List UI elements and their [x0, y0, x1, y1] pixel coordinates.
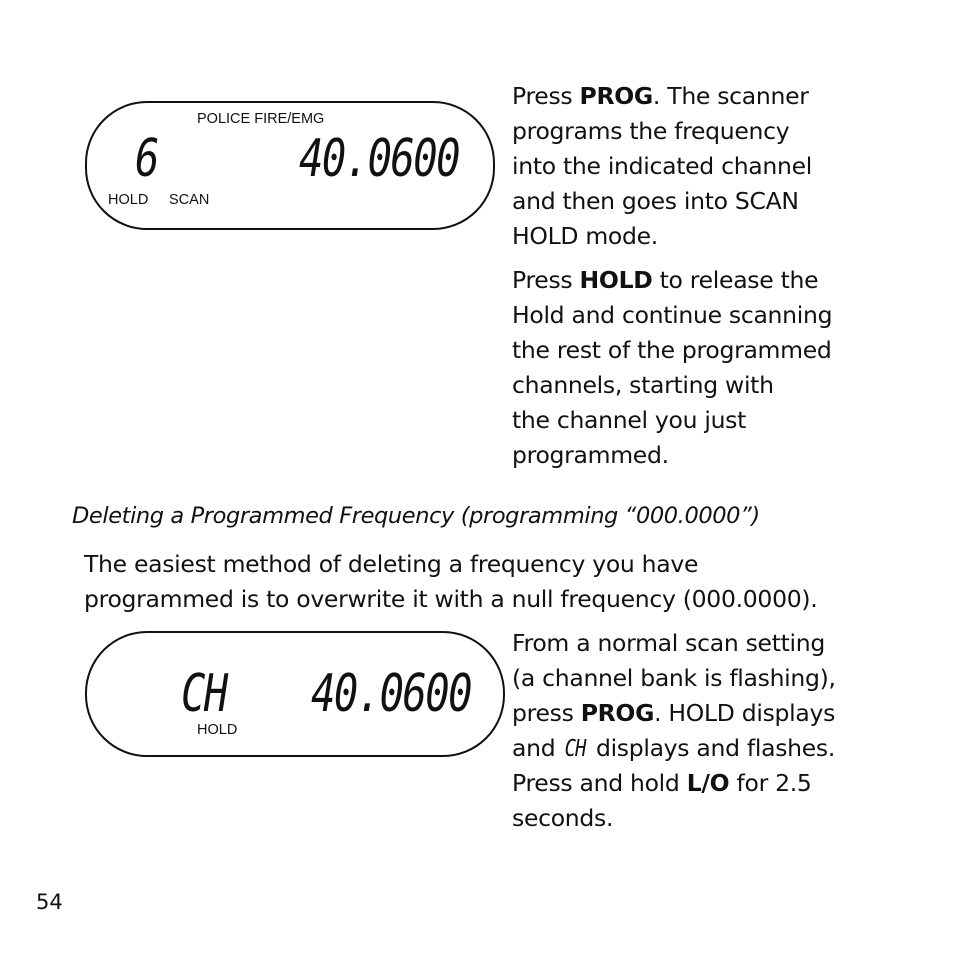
hold-indicator: HOLD: [108, 192, 149, 208]
lcd-display-program: [85, 101, 495, 230]
section-heading: Deleting a Programmed Frequency (programming “000.0000”): [72, 503, 760, 529]
hold-key: HOLD: [579, 266, 653, 294]
prog-key: PROG: [579, 82, 653, 110]
scan-indicator: SCAN: [169, 192, 210, 208]
instruction-hold: Press HOLD to release the Hold and continue scanning the rest of the programmed channels, starting with the channel you just programmed.: [512, 266, 833, 469]
section-intro: The easiest method of deleting a frequency you have programmed is to overwrite it with a null frequency (000.0000).: [84, 550, 818, 613]
page-number: 54: [36, 890, 63, 914]
prog-key: PROG: [580, 699, 655, 727]
frequency-readout: 40.0600: [311, 664, 472, 724]
hold-indicator: HOLD: [197, 722, 238, 738]
lcd-display-delete: [85, 631, 505, 757]
ch-symbol: CH: [565, 734, 587, 762]
channel-number: 6: [135, 129, 158, 189]
lo-key: L/O: [686, 769, 730, 797]
channel-indicator-ch: CH: [181, 664, 227, 724]
instruction-prog: Press PROG. The scanner programs the frequency into the indicated channel and then goes into SCAN HOLD mode.: [512, 82, 812, 250]
frequency-readout: 40.0600: [299, 129, 460, 189]
instruction-delete: From a normal scan setting (a channel bank is flashing), press PROG. HOLD displays and CH displays and flashes. Press and hold L/O for 2.5 seconds.: [512, 629, 836, 832]
band-label: POLICE FIRE/EMG: [197, 111, 325, 127]
